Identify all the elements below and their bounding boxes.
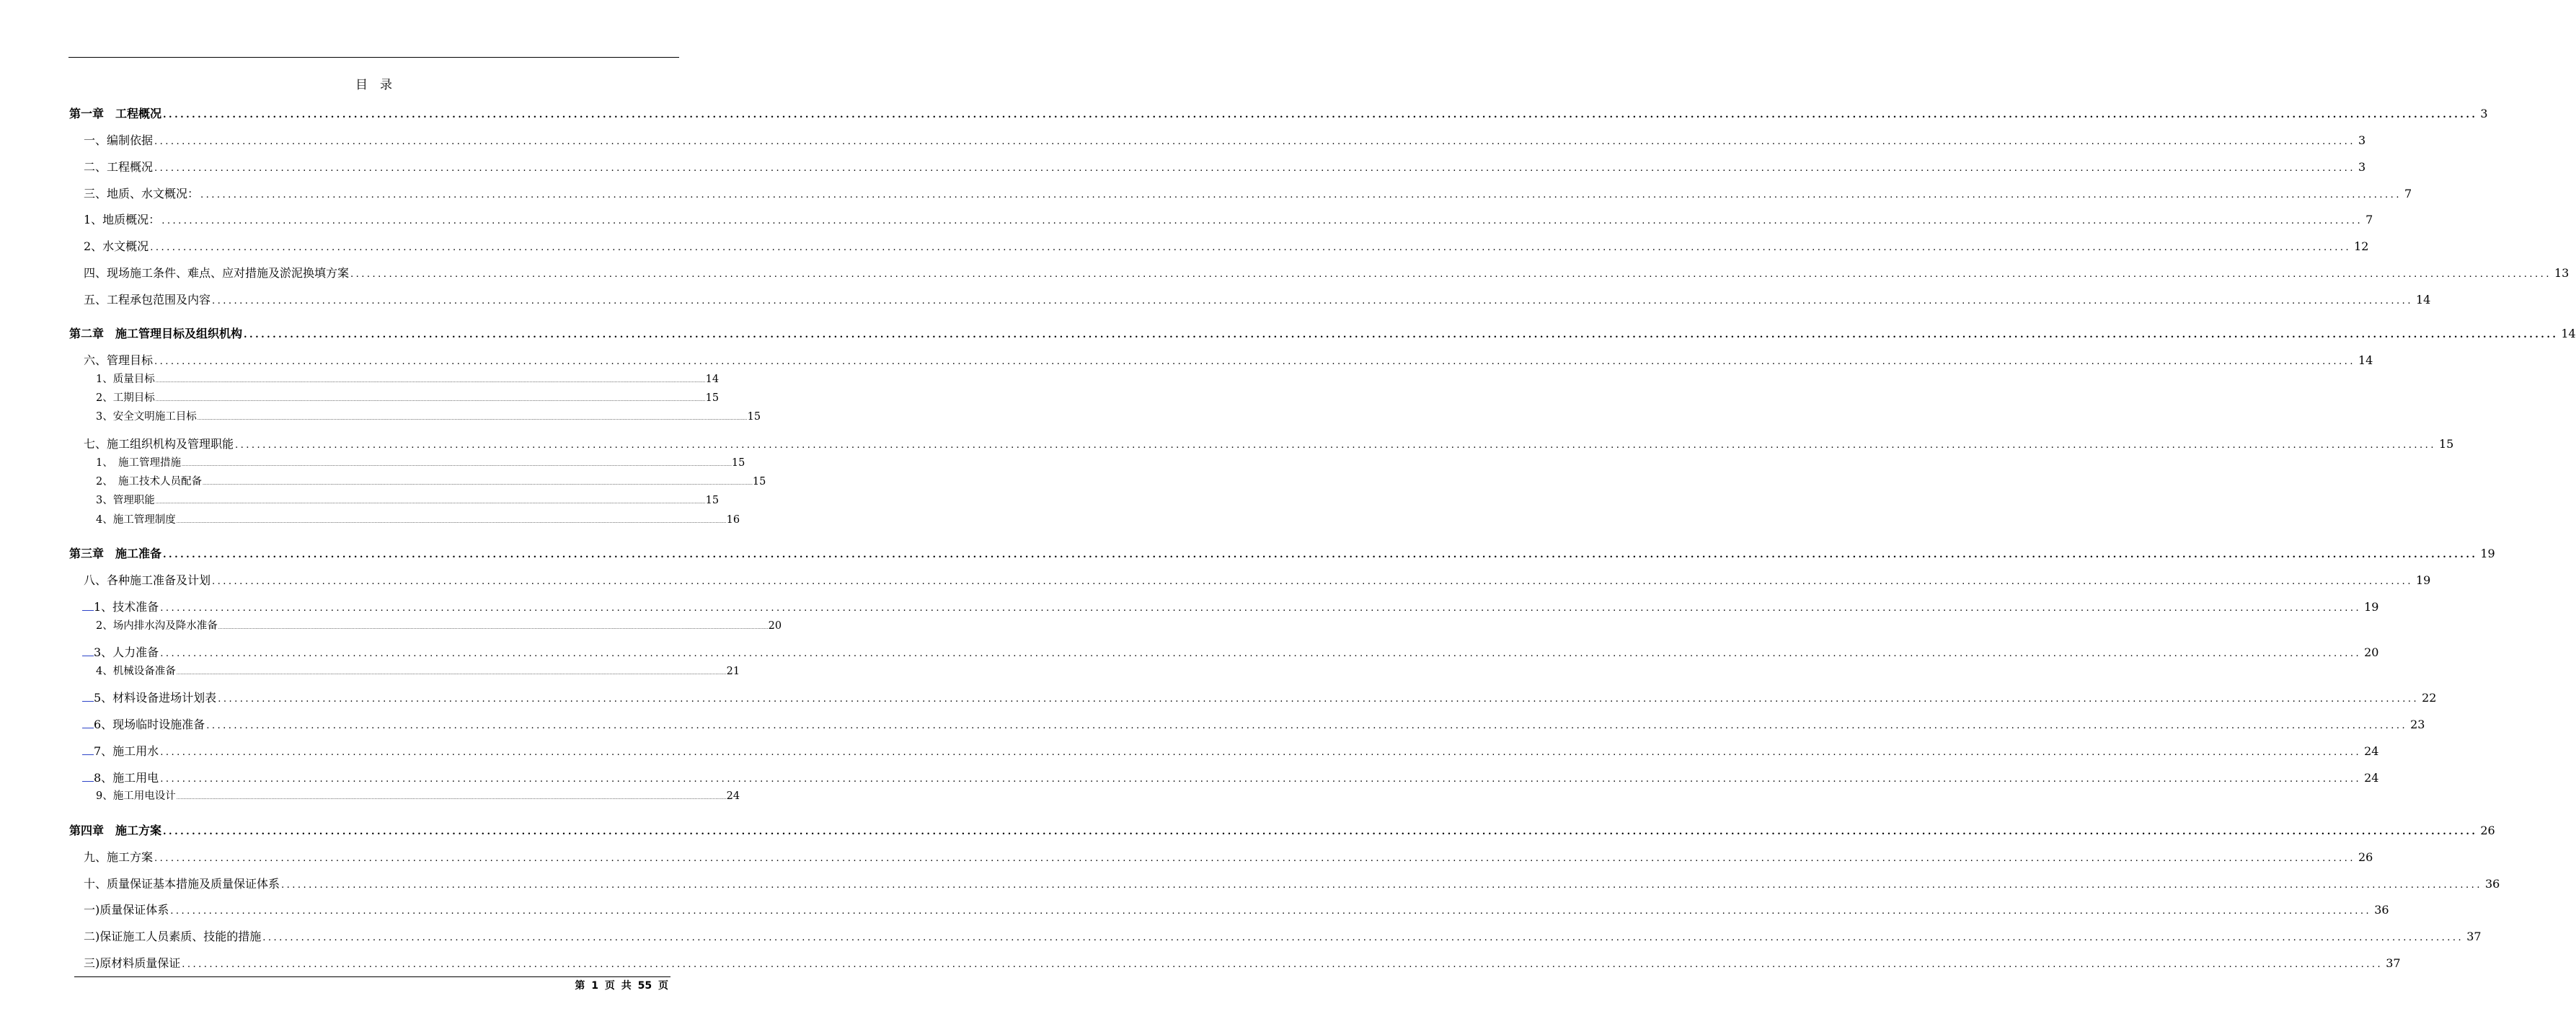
toc-entry-text: 2、 施工技术人员配备 xyxy=(96,476,202,488)
toc-entry-text: 第三章 施工准备 xyxy=(69,547,162,560)
dot-leader: ................................................................................................................................................................................................................................................................................................................................................................................................................ xyxy=(155,397,706,402)
toc-entry-text: 五、工程承包范围及内容 xyxy=(84,293,211,306)
toc-entry-text: 一)质量保证体系 xyxy=(84,903,169,917)
toc-entry-label xyxy=(82,692,216,704)
toc-page-number: 23 xyxy=(2410,718,2425,731)
toc-entry[interactable] xyxy=(84,877,2500,891)
dot-leader: ................................................................................................................................................................................................................................................................................................................................................................................................................ xyxy=(281,880,2482,891)
toc-page-number: 7 xyxy=(2365,213,2373,226)
toc-entry-text: 4、施工管理制度 xyxy=(96,514,176,526)
toc-entry[interactable] xyxy=(84,930,2482,943)
toc-entry-text: 3、人力准备 xyxy=(94,645,159,659)
toc-page-number: 19 xyxy=(2415,573,2431,587)
dot-leader: ................................................................................................................................................................................................................................................................................................................................................................................................................ xyxy=(182,959,2384,970)
dot-leader: ................................................................................................................................................................................................................................................................................................................................................................................................................ xyxy=(244,330,2559,340)
toc-entry-label xyxy=(69,825,161,837)
toc-entry[interactable] xyxy=(84,353,2373,367)
dot-leader: ................................................................................................................................................................................................................................................................................................................................................................................................................ xyxy=(235,440,2436,451)
dot-leader: ................................................................................................................................................................................................................................................................................................................................................................................................................ xyxy=(161,216,2363,226)
toc-entry[interactable] xyxy=(84,437,2454,451)
toc-entry-text: 一、编制依据 xyxy=(84,133,154,147)
toc-entry-label xyxy=(84,188,199,200)
toc-entry-label xyxy=(84,162,153,173)
toc-page-number: 15 xyxy=(747,411,761,423)
toc-entry[interactable] xyxy=(96,790,740,802)
dot-leader: ................................................................................................................................................................................................................................................................................................................................................................................................................ xyxy=(218,625,769,630)
toc-page-number: 7 xyxy=(2404,187,2412,200)
toc-entry-text: 2、场内排水沟及降水准备 xyxy=(96,620,218,632)
toc-entry-text: 六、管理目标 xyxy=(84,353,154,367)
toc-entry-label xyxy=(96,495,155,506)
toc-page-number: 26 xyxy=(2480,824,2495,837)
dot-leader: ................................................................................................................................................................................................................................................................................................................................................................................................................ xyxy=(212,296,2413,306)
toc-entry-label xyxy=(96,393,155,404)
toc-entry-text: 6、现场临时设施准备 xyxy=(94,718,205,731)
toc-entry[interactable] xyxy=(84,266,2570,280)
underline-mark xyxy=(82,772,94,782)
toc-page-number: 12 xyxy=(2354,239,2369,253)
toc-page-number: 36 xyxy=(2484,877,2500,891)
dot-leader: ................................................................................................................................................................................................................................................................................................................................................................................................................ xyxy=(154,356,2355,367)
toc-entry-label xyxy=(84,294,211,306)
toc-entry-text: 十、质量保证基本措施及质量保证体系 xyxy=(84,877,280,891)
toc-entry[interactable] xyxy=(96,476,766,488)
underline-mark xyxy=(82,746,94,755)
toc-page-number: 16 xyxy=(726,514,740,526)
toc-entry-text: 二、工程概况 xyxy=(84,160,154,174)
toc-entry[interactable] xyxy=(84,187,2412,200)
toc-page-number: 15 xyxy=(705,495,720,506)
dot-leader: ................................................................................................................................................................................................................................................................................................................................................................................................................ xyxy=(206,720,2408,731)
toc-entry[interactable] xyxy=(82,771,2379,785)
toc-entry-text: 第二章 施工管理目标及组织机构 xyxy=(69,327,243,340)
toc-entry-label xyxy=(84,355,153,366)
toc-entry-text: 5、材料设备进场计划表 xyxy=(94,691,217,705)
dot-leader: ................................................................................................................................................................................................................................................................................................................................................................................................................ xyxy=(176,671,727,676)
toc-entry-text: 7、施工用水 xyxy=(94,744,159,758)
dot-leader: ................................................................................................................................................................................................................................................................................................................................................................................................................ xyxy=(163,550,2478,560)
toc-page-number: 26 xyxy=(2358,850,2373,864)
toc-entry-text: 七、施工组织机构及管理职能 xyxy=(84,437,234,451)
toc-entry-text: 3、安全文明施工目标 xyxy=(96,411,197,423)
toc-page-number: 24 xyxy=(726,790,740,802)
toc-entry-label xyxy=(84,214,160,226)
dot-leader: ................................................................................................................................................................................................................................................................................................................................................................................................................ xyxy=(163,826,2478,837)
toc-entry-text: 2、工期目标 xyxy=(96,392,155,404)
toc-page-number: 37 xyxy=(2386,956,2401,970)
toc-entry[interactable] xyxy=(84,850,2373,864)
dot-leader: ................................................................................................................................................................................................................................................................................................................................................................................................................ xyxy=(160,747,2362,758)
toc-page-number: 21 xyxy=(726,666,740,677)
underline-mark xyxy=(82,719,94,728)
toc-entry-label xyxy=(69,548,161,560)
toc-entry-label xyxy=(84,268,349,279)
toc-entry[interactable] xyxy=(96,666,740,677)
toc-entry-label xyxy=(96,791,176,802)
dot-leader: ................................................................................................................................................................................................................................................................................................................................................................................................................ xyxy=(218,694,2420,705)
dot-leader: ................................................................................................................................................................................................................................................................................................................................................................................................................ xyxy=(181,462,732,467)
toc-page-number: 37 xyxy=(2466,930,2482,943)
toc-chapter-entry[interactable] xyxy=(69,107,2488,120)
toc-entry-label xyxy=(82,647,159,658)
toc-entry-label xyxy=(82,772,159,784)
toc-entry-label xyxy=(84,135,153,146)
toc-entry[interactable] xyxy=(96,374,720,385)
toc-entry[interactable] xyxy=(96,411,761,423)
dot-leader: ................................................................................................................................................................................................................................................................................................................................................................................................................ xyxy=(155,500,706,505)
toc-entry-text: 八、各种施工准备及计划 xyxy=(84,573,211,587)
toc-chapter-entry[interactable] xyxy=(69,547,2495,560)
toc-entry[interactable] xyxy=(84,160,2366,174)
toc-entry[interactable] xyxy=(82,718,2425,731)
toc-entry-text: 8、施工用电 xyxy=(94,771,159,785)
dot-leader: ................................................................................................................................................................................................................................................................................................................................................................................................................ xyxy=(154,136,2355,147)
toc-entry-label xyxy=(96,621,218,632)
toc-entry-text: 九、施工方案 xyxy=(84,850,154,864)
toc-page-number: 14 xyxy=(705,374,720,385)
footer-rule xyxy=(74,976,670,977)
toc-entry[interactable] xyxy=(82,600,2379,614)
toc-chapter-entry[interactable] xyxy=(69,824,2495,837)
toc-entry-text: 三、地质、水文概况： xyxy=(84,187,200,200)
toc-entry-text: 第四章 施工方案 xyxy=(69,824,162,837)
toc-entry-text: 1、技术准备 xyxy=(94,600,159,614)
toc-page-number: 20 xyxy=(768,620,782,632)
toc-entry-label xyxy=(84,878,280,890)
dot-leader: ................................................................................................................................................................................................................................................................................................................................................................................................................ xyxy=(262,932,2464,943)
toc-entry-label xyxy=(82,719,205,731)
toc-entry-label xyxy=(96,374,155,385)
toc-page-number: 36 xyxy=(2374,903,2389,917)
toc-entry-text: 第一章 工程概况 xyxy=(69,107,162,120)
toc-entry[interactable] xyxy=(84,956,2401,970)
underline-mark xyxy=(82,692,94,702)
toc-entry-text: 四、现场施工条件、难点、应对措施及淤泥换填方案 xyxy=(84,266,350,280)
dot-leader: ................................................................................................................................................................................................................................................................................................................................................................................................................ xyxy=(160,774,2362,785)
toc-page-number: 24 xyxy=(2364,771,2379,785)
toc-entry-label xyxy=(84,904,169,916)
toc-title: 目 录 xyxy=(355,78,392,92)
toc-entry-label xyxy=(96,412,197,423)
toc-entry-label xyxy=(84,575,211,586)
toc-entry-label xyxy=(96,666,176,677)
toc-entry-label xyxy=(69,328,242,340)
toc-page-number: 20 xyxy=(2364,645,2379,659)
toc-page-number: 3 xyxy=(2480,107,2488,120)
dot-leader: ................................................................................................................................................................................................................................................................................................................................................................................................................ xyxy=(202,481,753,486)
toc-page-number: 13 xyxy=(2554,266,2570,280)
toc-entry-label xyxy=(96,515,176,526)
toc-entry-text: 1、质量目标 xyxy=(96,374,155,385)
toc-page-number: 15 xyxy=(2438,437,2454,451)
toc-entry-label xyxy=(69,108,161,120)
toc-entry[interactable] xyxy=(96,620,782,632)
toc-entry-label xyxy=(82,601,159,613)
toc-entry-text: 三)原材料质量保证 xyxy=(84,956,181,970)
toc-page-number: 15 xyxy=(731,457,745,469)
dot-leader: ................................................................................................................................................................................................................................................................................................................................................................................................................ xyxy=(163,110,2478,120)
toc-chapter-entry[interactable] xyxy=(69,327,2576,340)
dot-leader: ................................................................................................................................................................................................................................................................................................................................................................................................................ xyxy=(150,242,2352,253)
toc-page-number: 14 xyxy=(2415,293,2431,306)
toc-page-number: 14 xyxy=(2358,353,2373,367)
toc-entry[interactable] xyxy=(84,903,2389,917)
dot-leader: ................................................................................................................................................................................................................................................................................................................................................................................................................ xyxy=(197,416,748,421)
toc-page-number: 3 xyxy=(2358,160,2366,174)
toc-entry-label xyxy=(96,458,181,469)
toc-page-number: 3 xyxy=(2358,133,2366,147)
toc-page-number: 22 xyxy=(2422,691,2437,705)
toc-entry-text: 1、 施工管理措施 xyxy=(96,457,181,469)
toc-entry[interactable] xyxy=(84,133,2366,147)
toc-entry[interactable] xyxy=(82,744,2379,758)
toc-entry[interactable] xyxy=(82,691,2437,705)
toc-entry[interactable] xyxy=(96,392,720,404)
dot-leader: ................................................................................................................................................................................................................................................................................................................................................................................................................ xyxy=(170,906,2372,917)
toc-entry[interactable] xyxy=(96,514,740,526)
dot-leader: ................................................................................................................................................................................................................................................................................................................................................................................................................ xyxy=(154,853,2355,864)
toc-page-number: 19 xyxy=(2480,547,2495,560)
toc-entry-label xyxy=(84,958,180,969)
dot-leader: ................................................................................................................................................................................................................................................................................................................................................................................................................ xyxy=(160,603,2362,614)
toc-entry-text: 4、机械设备准备 xyxy=(96,666,176,677)
dot-leader: ................................................................................................................................................................................................................................................................................................................................................................................................................ xyxy=(176,795,727,801)
dot-leader: ................................................................................................................................................................................................................................................................................................................................................................................................................ xyxy=(350,269,2551,280)
dot-leader: ................................................................................................................................................................................................................................................................................................................................................................................................................ xyxy=(155,379,706,384)
toc-entry-label xyxy=(82,746,159,757)
underline-mark xyxy=(82,601,94,611)
toc-entry-label xyxy=(96,477,202,488)
toc-page-number: 15 xyxy=(705,392,720,404)
toc-entry-label xyxy=(84,438,234,450)
dot-leader: ................................................................................................................................................................................................................................................................................................................................................................................................................ xyxy=(154,163,2355,174)
toc-page-number: 15 xyxy=(752,476,766,488)
toc-entry-label xyxy=(84,931,261,943)
toc-entry-label xyxy=(84,241,149,252)
dot-leader: ................................................................................................................................................................................................................................................................................................................................................................................................................ xyxy=(212,576,2413,587)
page-footer: 第 1 页 共 55 页 xyxy=(575,980,668,992)
toc-entry-text: 9、施工用电设计 xyxy=(96,790,176,802)
toc-entry-text: 3、管理职能 xyxy=(96,495,155,506)
underline-mark xyxy=(82,647,94,656)
toc-page-number: 24 xyxy=(2364,744,2379,758)
toc-entry-label xyxy=(84,852,153,863)
toc-entry[interactable] xyxy=(96,495,720,506)
toc-entry-text: 二)保证施工人员素质、技能的措施 xyxy=(84,930,262,943)
toc-entry[interactable] xyxy=(84,213,2373,226)
toc-entry[interactable] xyxy=(96,457,745,469)
toc-page-number: 14 xyxy=(2561,327,2576,340)
toc-entry-text: 1、地质概况： xyxy=(84,213,161,226)
toc-page-number: 19 xyxy=(2364,600,2379,614)
dot-leader: ................................................................................................................................................................................................................................................................................................................................................................................................................ xyxy=(160,648,2362,659)
toc-entry[interactable] xyxy=(82,645,2379,659)
dot-leader: ................................................................................................................................................................................................................................................................................................................................................................................................................ xyxy=(176,519,727,524)
toc-entry[interactable] xyxy=(84,239,2369,253)
toc-entry[interactable] xyxy=(84,573,2431,587)
dot-leader: ................................................................................................................................................................................................................................................................................................................................................................................................................ xyxy=(200,190,2402,200)
toc-entry-text: 2、水文概况 xyxy=(84,239,149,253)
toc-entry[interactable] xyxy=(84,293,2431,306)
